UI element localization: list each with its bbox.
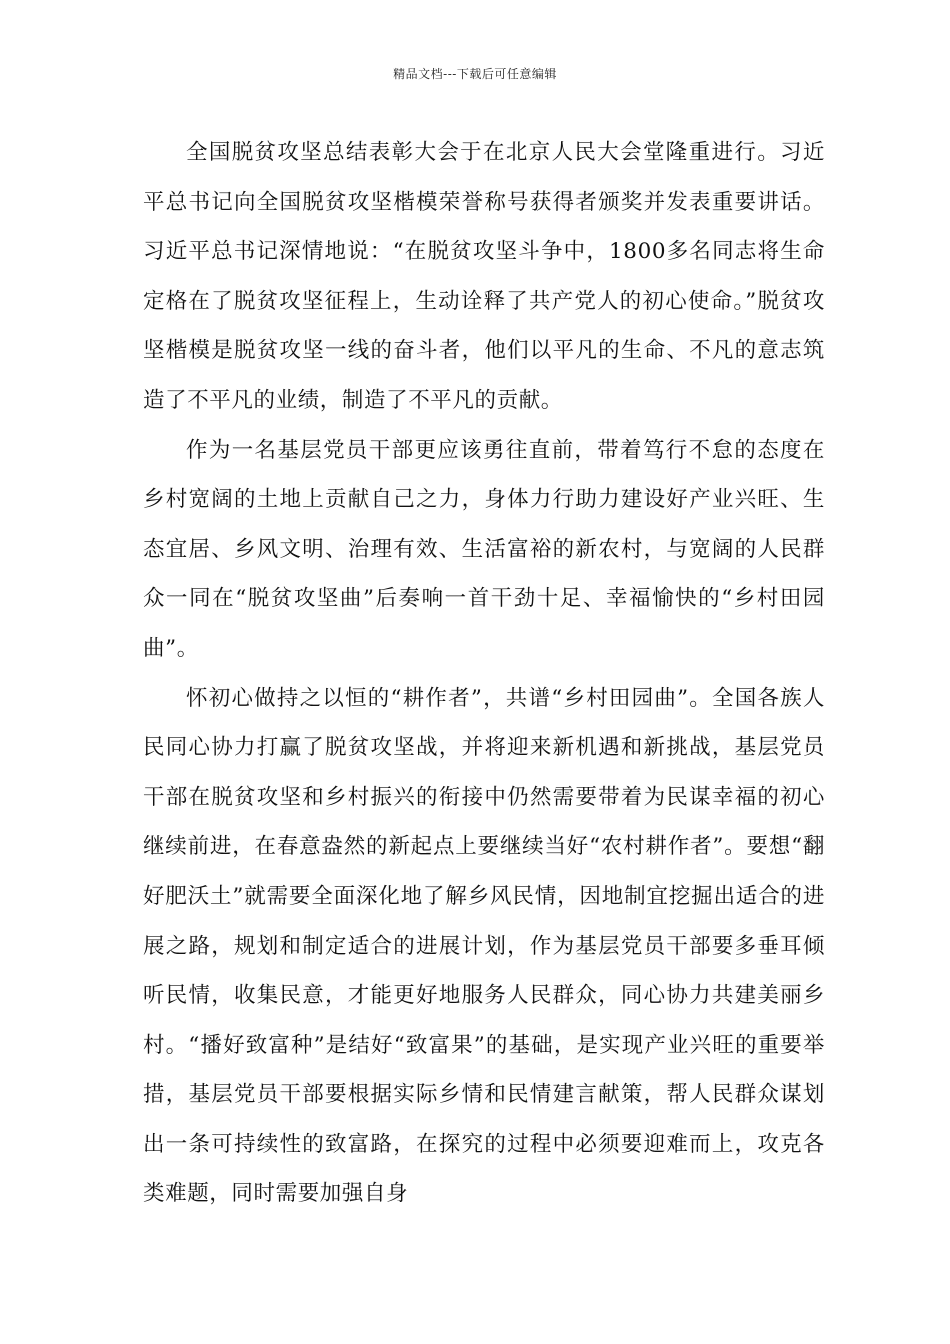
page-header: 精品文档---下载后可任意编辑 [393,67,557,81]
paragraph-2: 作为一名基层党员干部更应该勇往直前，带着笃行不怠的态度在乡村宽阔的土地上贡献自己之力，身体力行助力建设好产业兴旺、生态宜居、乡风文明、治理有效、生活富裕的新农村，与宽阔的人民群众一同在“脱贫攻坚曲”后奏响一首干劲十足、幸福愉快的“乡村田园曲”。 [143,437,825,661]
paragraph-3: 怀初心做持之以恒的“耕作者”，共谱“乡村田园曲”。全国各族人民同心协力打赢了脱贫攻坚战，并将迎来新机遇和新挑战，基层党员干部在脱贫攻坚和乡村振兴的衔接中仍然需要带着为民谋幸福的初心继续前进，在春意盎然的新起点上要继续当好“农村耕作者”。要想“翻好肥沃土”就需要全面深化地了解乡风民情，因地制宜挖掘出适合的进展之路，规划和制定适合的进展计划，作为基层党员干部要多垂耳倾听民情，收集民意，才能更好地服务人民群众，同心协力共建美丽乡村。“播好致富种”是结好“致富果”的基础，是实现产业兴旺的重要举措，基层党员干部要根据实际乡情和民情建言献策，帮人民群众谋划出一条可持续性的致富路，在探究的过程中必须要迎难而上，攻克各类难题，同时需要加强自身 [143,685,825,1207]
document-body [143,128,825,1219]
paragraph-1: 全国脱贫攻坚总结表彰大会于在北京人民大会堂隆重进行。习近平总书记向全国脱贫攻坚楷模荣誉称号获得者颁奖并发表重要讲话。习近平总书记深情地说：“在脱贫攻坚斗争中，1800多名同志将生命定格在了脱贫攻坚征程上，生动诠释了共产党人的初心使命。”脱贫攻坚楷模是脱贫攻坚一线的奋斗者，他们以平凡的生命、不凡的意志筑造了不平凡的业绩，制造了不平凡的贡献。 [143,140,825,413]
